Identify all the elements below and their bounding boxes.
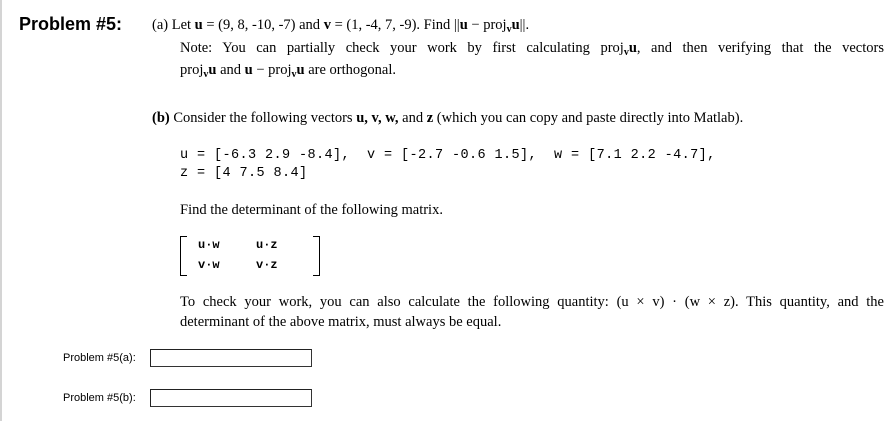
matrix-cell-vw: v·w <box>198 258 220 272</box>
check-text-line1: To check your work, you can also calculate the following quantity: (u × v) · (w × z). This quantity, and the <box>180 294 884 310</box>
dot-product-matrix <box>180 236 320 276</box>
left-border <box>0 0 2 421</box>
matrix-left-bracket <box>180 236 187 276</box>
answer-label-5b: Problem #5(b): <box>63 392 136 404</box>
matrix-cell-uz: u·z <box>256 238 278 252</box>
part-a-label: (a) <box>152 17 169 33</box>
check-text-line2: determinant of the above matrix, must always be equal. <box>180 314 502 330</box>
answer-input-5a[interactable] <box>150 349 312 367</box>
part-a-note-line2: proj$_v$u and u − proj$_v$u are orthogonal. <box>180 62 396 80</box>
part-b-intro: (b) Consider the following vectors u, v, w, and z (which you can copy and paste directly into Matlab). <box>152 110 744 126</box>
matrix-cell-uw: u·w <box>198 238 220 252</box>
part-a-note-line1: Note: You can partially check your work by first calculating proj$_v$u, and then verifying that the vectors <box>180 40 884 58</box>
matlab-code-line1: u = [-6.3 2.9 -8.4], v = [-2.7 -0.6 1.5], w = [7.1 2.2 -4.7], <box>180 148 716 163</box>
problem-heading: Problem #5: <box>19 14 123 34</box>
part-b-label: (b) <box>152 110 170 126</box>
find-determinant-text: Find the determinant of the following matrix. <box>180 202 443 218</box>
answer-input-5b[interactable] <box>150 389 312 407</box>
answer-label-5a: Problem #5(a): <box>63 352 136 364</box>
matrix-cell-vz: v·z <box>256 258 278 272</box>
matlab-code-line2: z = [4 7.5 8.4] <box>180 166 308 181</box>
part-a-statement: (a) Let u = (9, 8, -10, -7) and v = (1, -4, 7, -9). Find ||u − proj$_v$u||. <box>152 17 530 35</box>
matrix-right-bracket <box>313 236 320 276</box>
